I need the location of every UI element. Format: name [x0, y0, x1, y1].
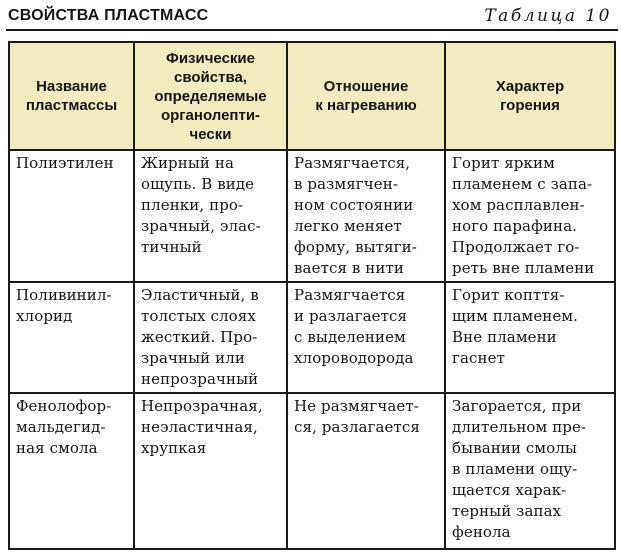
section-title: СВОЙСТВА ПЛАСТМАСС [8, 7, 209, 24]
table-row [9, 150, 615, 282]
header-rule [6, 29, 618, 31]
cell-plastic-name: Поливинил- хлорид [9, 282, 134, 393]
column-header-burning: Характер горения [445, 42, 615, 150]
column-header-physical-properties: Физические свойства, определяемые органолепти- чески [134, 42, 287, 150]
column-header-heating: Отношение к нагреванию [287, 42, 445, 150]
cell-physical-properties: Непрозрачная, неэластичная, хрупкая [134, 393, 287, 549]
table-number-label: Таблица 10 [484, 6, 612, 26]
table-row [9, 282, 615, 393]
cell-burning-character: Горит ярким пламенем с запа- хом расплавлен- ного парафина. Продолжает го- реть вне пламени [445, 150, 615, 282]
page-header [6, 2, 616, 28]
cell-physical-properties: Эластичный, в толстых слоях жесткий. Про- зрачный или непрозрачный [134, 282, 287, 393]
cell-heating-behavior: Размягчается и разлагается с выделением хлороводорода [287, 282, 445, 393]
table-header-row [9, 42, 615, 150]
cell-burning-character: Горит копття- щим пламенем. Вне пламени гаснет [445, 282, 615, 393]
cell-physical-properties: Жирный на ощупь. В виде пленки, про- зрачный, элас- тичный [134, 150, 287, 282]
plastics-properties-table [8, 41, 616, 550]
cell-plastic-name: Фенолофор- мальдегид- ная смола [9, 393, 134, 549]
table-row [9, 393, 615, 549]
cell-heating-behavior: Размягчается, в размягчен- ном состоянии легко меняет форму, вытяги- вается в нити [287, 150, 445, 282]
cell-burning-character: Загорается, при длительном пре- бывании смолы в пламени ощу- щается харак- терный запах фенола [445, 393, 615, 549]
column-header-name: Название пластмассы [9, 42, 134, 150]
cell-heating-behavior: Не размягчает- ся, разлагается [287, 393, 445, 549]
cell-plastic-name: Полиэтилен [9, 150, 134, 282]
